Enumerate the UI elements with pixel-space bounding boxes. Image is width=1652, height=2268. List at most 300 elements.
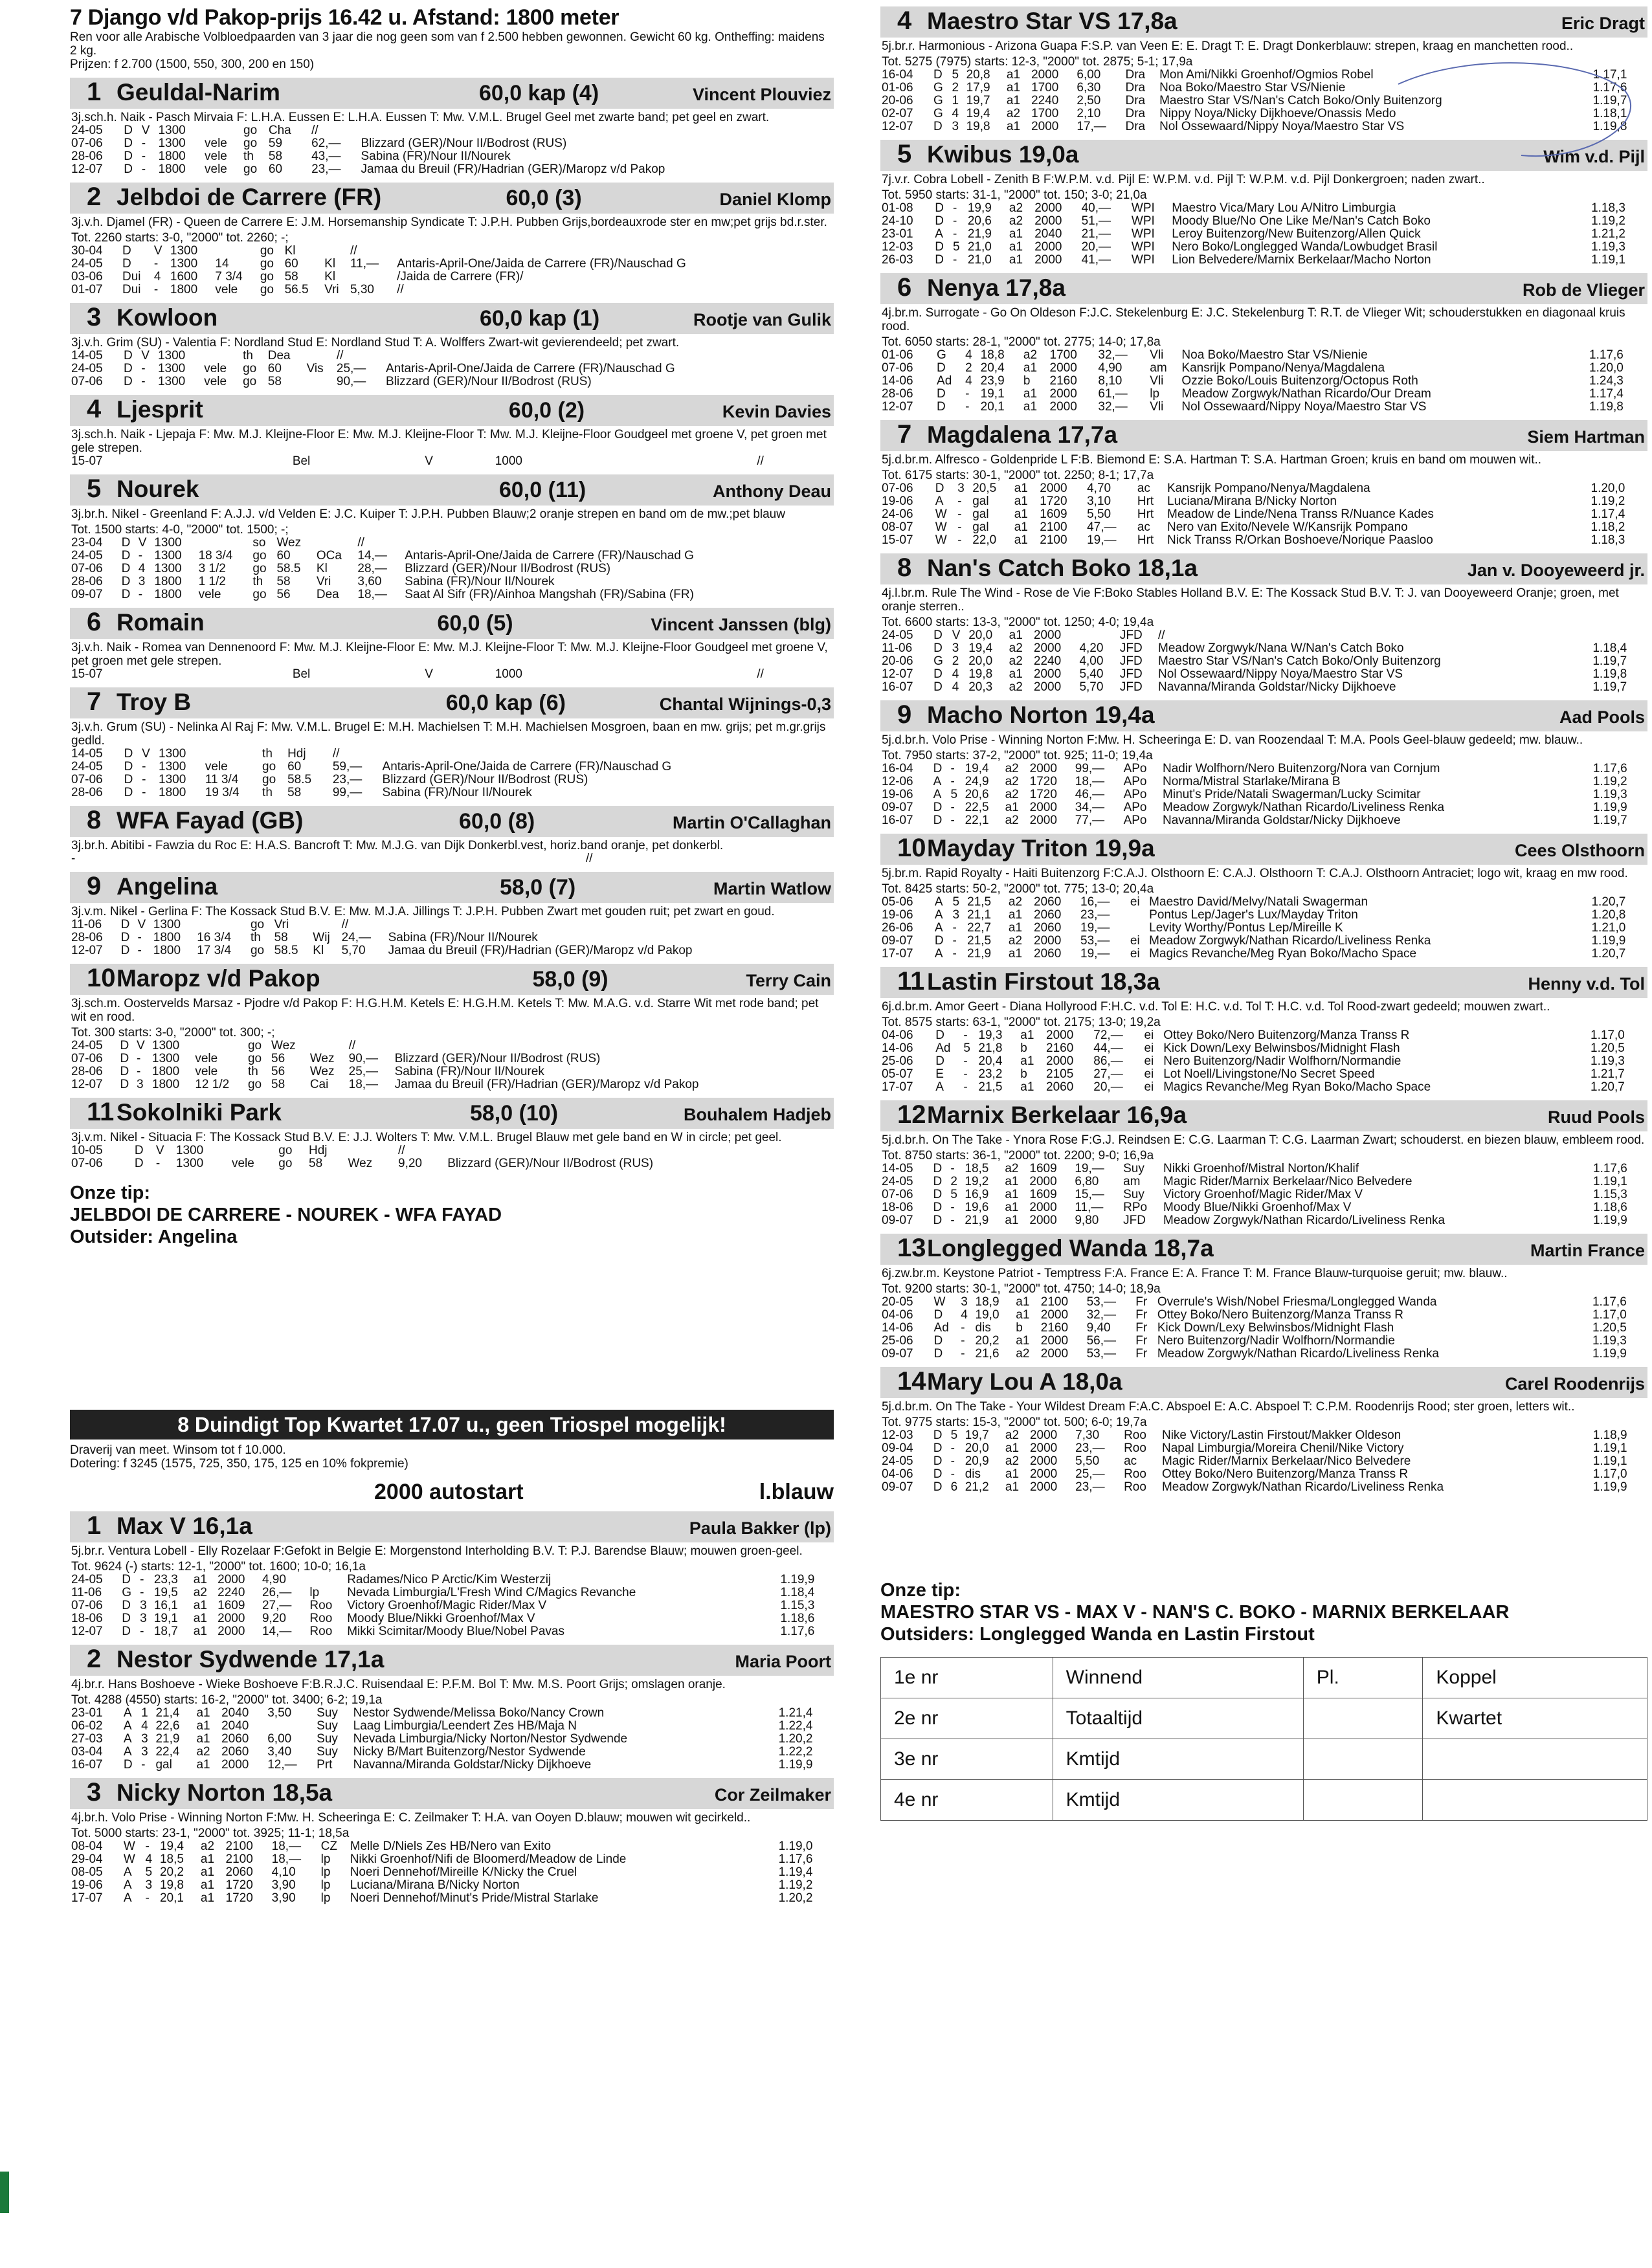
form-cell: lp xyxy=(320,1878,331,1892)
form-cell: Wez xyxy=(309,1052,335,1065)
form-cell: 07-06 xyxy=(71,137,103,150)
form-cell: A xyxy=(933,788,942,801)
form-cell: APo xyxy=(1123,788,1147,801)
form-cell: - xyxy=(137,931,142,944)
form-cell: Moody Blue/Nikki Groenhof/Max V xyxy=(347,1612,535,1625)
form-cell: Nike Victory/Lastin Firstout/Makker Oldeson xyxy=(1161,1429,1401,1442)
form-cell: 3 xyxy=(141,1732,148,1746)
form-cell: - xyxy=(950,775,955,788)
form-cell: 18,7 xyxy=(153,1625,178,1638)
form-cell: b xyxy=(1016,1321,1023,1335)
form-cell: 3,40 xyxy=(267,1745,292,1759)
form-cell: a1 xyxy=(1009,227,1023,241)
form-cell: 19,8 xyxy=(968,667,993,681)
form-cell: Roo xyxy=(309,1599,333,1612)
jockey-name: Anthony Deau xyxy=(712,482,831,501)
race-entry xyxy=(880,1367,1647,1494)
form-cell: Napal Limburgia/Moreira Chenil/Nike Victory xyxy=(1161,1441,1404,1455)
form-cell xyxy=(306,375,335,388)
entry-number: 3 xyxy=(87,1778,102,1807)
form-cell: 1.17,0 xyxy=(1591,1028,1625,1042)
starts-summary: Tot. 6600 starts: 13-3, "2000" tot. 1250; 4-0; 19,4a xyxy=(882,616,1154,629)
form-cell: D xyxy=(934,934,944,948)
race7-outsider: Outsider: Angelina xyxy=(70,1227,238,1247)
form-cell: A xyxy=(935,495,944,508)
form-cell: 26-03 xyxy=(882,253,913,267)
form-cell: Norma/Mistral Starlake/Mirana B xyxy=(1163,775,1341,788)
form-cell: 1.19,0 xyxy=(778,1840,813,1853)
form-cell: // xyxy=(1158,628,1165,642)
form-cell xyxy=(1129,909,1148,922)
form-cell: 15-07 xyxy=(71,667,103,681)
form-cell: D xyxy=(933,1308,943,1322)
form-cell: 6,30 xyxy=(1077,81,1101,94)
form-cell: 2000 xyxy=(1029,1429,1058,1442)
race-entry xyxy=(880,273,1647,414)
form-cell: 1300 xyxy=(151,1039,180,1052)
form-cell: 21,2 xyxy=(965,1480,989,1494)
jockey-name: Daniel Klomp xyxy=(719,190,831,209)
form-cell: 32,— xyxy=(1098,400,1128,414)
form-cell: 2000 xyxy=(221,1758,249,1772)
pedigree-text: 4j.br.h. Volo Prise - Winning Norton F:Mw. H. Scheeringa E: C. Zeilmaker T: H.A. van Ooyen D.blauw; mouwen wit gecirkeld.. xyxy=(71,1811,751,1825)
form-cell: 1300 xyxy=(154,536,182,550)
form-row xyxy=(880,935,1647,948)
form-cell: G xyxy=(933,654,943,668)
form-cell: Sabina (FR)/Nour II/Nourek xyxy=(382,786,532,799)
form-cell: - xyxy=(142,773,146,786)
form-cell: D xyxy=(933,1429,943,1442)
form-table xyxy=(70,1144,834,1170)
form-cell: Vri xyxy=(324,283,339,296)
form-cell: 25,— xyxy=(1075,1467,1105,1481)
form-cell: 2040 xyxy=(221,1706,249,1720)
form-row xyxy=(880,788,1647,801)
coupon-cell xyxy=(1303,1739,1423,1780)
form-cell: th xyxy=(243,150,254,163)
form-cell: 11-06 xyxy=(71,918,102,931)
form-cell: 2060 xyxy=(1046,1080,1074,1094)
form-cell xyxy=(688,668,705,681)
form-cell: 1720 xyxy=(1029,788,1057,801)
form-cell: 4,90 xyxy=(1098,361,1122,375)
form-cell: 11-06 xyxy=(882,641,913,655)
form-cell: Nicky B/Mart Buitenzorg/Nestor Sydwende xyxy=(353,1745,586,1759)
form-cell: // xyxy=(757,667,764,681)
form-cell: 1.19,9 xyxy=(1592,801,1627,814)
form-cell: 24-05 xyxy=(71,549,103,562)
form-cell: 2000 xyxy=(1029,801,1057,814)
form-cell: 1.19,9 xyxy=(778,1758,813,1772)
form-cell: D xyxy=(935,253,944,267)
form-cell: 24-05 xyxy=(71,1573,103,1586)
form-cell: - xyxy=(141,150,146,163)
form-cell: Kansrijk Pompano/Nenya/Magdalena xyxy=(1167,482,1370,495)
form-cell: Hdj xyxy=(309,1144,328,1157)
form-cell: 58 xyxy=(287,786,302,799)
form-cell: 07-06 xyxy=(882,482,913,495)
entry-header xyxy=(880,1100,1647,1131)
form-cell: 2000 xyxy=(1029,1454,1058,1468)
starts-summary: Tot. 4288 (4550) starts: 16-2, "2000" tot. 3400; 6-2; 19,1a xyxy=(71,1693,383,1707)
form-cell: 5,70 xyxy=(1079,680,1104,694)
form-cell: Hrt xyxy=(1137,495,1154,508)
form-cell xyxy=(1129,922,1148,935)
form-cell: Navanna/Miranda Goldstar/Nicky Dijkhoeve xyxy=(1158,680,1396,694)
form-cell: D xyxy=(933,1175,943,1188)
form-row xyxy=(880,1481,1647,1494)
form-cell: 05-07 xyxy=(882,1067,913,1081)
race-entry xyxy=(70,78,834,176)
form-cell: a1 xyxy=(1006,81,1021,94)
form-cell: gal xyxy=(972,507,989,521)
form-cell: 1.19,2 xyxy=(1591,495,1625,508)
race-entry xyxy=(70,964,834,1091)
race-entry xyxy=(880,967,1647,1094)
form-row xyxy=(880,107,1647,120)
form-table xyxy=(70,245,834,296)
form-cell xyxy=(1591,629,1647,642)
form-cell: 21,5 xyxy=(967,895,992,909)
coupon-row xyxy=(881,1698,1647,1739)
form-cell: go xyxy=(252,588,267,601)
form-cell: 3 xyxy=(952,641,959,655)
form-table xyxy=(70,668,834,681)
form-cell: Roo xyxy=(1124,1467,1146,1481)
form-cell: 47,— xyxy=(1087,520,1117,534)
form-cell: 1.19,7 xyxy=(1592,654,1627,668)
form-cell: 2 xyxy=(950,1175,957,1188)
form-cell: D xyxy=(120,1052,129,1065)
trainer-name: Wim v.d. Pijl xyxy=(1543,147,1645,166)
form-cell: D xyxy=(933,667,943,681)
form-cell: 14 xyxy=(215,257,229,271)
form-cell: V xyxy=(141,124,150,137)
form-cell: 21,0 xyxy=(967,240,992,254)
horse-name: Geuldal-Narim xyxy=(117,79,280,106)
form-cell: a1 xyxy=(196,1706,210,1720)
form-cell: 62,— xyxy=(311,137,341,150)
form-cell: 16-07 xyxy=(882,814,913,827)
form-cell: 27-03 xyxy=(71,1732,103,1746)
form-cell: a2 xyxy=(1005,788,1019,801)
race8-tip: MAESTRO STAR VS - MAX V - NAN'S C. BOKO - MARNIX BERKELAAR xyxy=(880,1602,1510,1623)
form-cell: - xyxy=(137,944,142,957)
form-cell: A xyxy=(934,908,943,922)
form-cell: D xyxy=(121,588,131,601)
form-cell: 1.21,2 xyxy=(1591,227,1625,241)
form-cell: a1 xyxy=(200,1865,215,1879)
form-cell: 1300 xyxy=(159,773,186,786)
form-cell: Fr xyxy=(1135,1295,1148,1309)
form-cell: Lion Belvedere/Marnix Berkelaar/Macho Norton xyxy=(1172,253,1431,267)
form-row xyxy=(880,1429,1647,1442)
form-cell: 20,4 xyxy=(978,1054,1003,1068)
form-cell: D xyxy=(120,944,130,957)
form-cell: 24-05 xyxy=(71,124,103,137)
form-cell: Roo xyxy=(1124,1441,1146,1455)
form-cell: D xyxy=(124,150,133,163)
form-cell: D xyxy=(124,747,133,761)
form-cell: go xyxy=(243,162,258,176)
entry-number: 8 xyxy=(897,553,912,582)
form-cell xyxy=(195,918,249,931)
form-cell: 1609 xyxy=(1029,1188,1057,1201)
form-cell: 58 xyxy=(271,1078,285,1091)
form-cell: 2000 xyxy=(218,1573,245,1586)
form-cell: WPI xyxy=(1131,253,1155,267)
form-cell: Nero Buitenzorg/Nadir Wolfhorn/Normandie xyxy=(1157,1334,1395,1348)
form-cell: 1800 xyxy=(170,283,198,296)
form-cell: 18,5 xyxy=(159,1852,184,1866)
form-cell: 9,80 xyxy=(1075,1214,1099,1227)
form-cell: Sabina (FR)/Nour II/Nourek xyxy=(405,575,555,588)
form-cell: ei xyxy=(1144,1054,1154,1068)
form-cell: 14-05 xyxy=(71,747,103,761)
form-cell: 9,40 xyxy=(1086,1321,1111,1335)
entry-number: 1 xyxy=(87,78,102,106)
form-cell: D xyxy=(933,68,943,82)
form-cell: 3 xyxy=(952,908,960,922)
jockey-name: Terry Cain xyxy=(746,971,831,990)
form-cell: 28-06 xyxy=(71,1065,103,1078)
form-cell: 53,— xyxy=(1080,934,1110,948)
form-row xyxy=(70,1866,834,1879)
starts-summary: Tot. 300 starts: 3-0, "2000" tot. 300; -; xyxy=(71,1026,275,1040)
form-row xyxy=(70,1707,834,1720)
form-cell: 1.18,6 xyxy=(780,1612,815,1625)
form-cell: 1.18,6 xyxy=(1593,1201,1627,1214)
pedigree-text: 3j.v.h. Grum (SU) - Nelinka Al Raj F: Mw. V.M.L. Brugel E: M.H. Machielsen T: M.H. Machielsen Mosgroen, baan en mw. grijs; pet m.gr.grijs gedld. xyxy=(71,720,826,748)
entry-weight: 60,0 kap (4) xyxy=(478,81,599,106)
form-cell: Jamaa du Breuil (FR)/Hadrian (GER)/Maropz v/d Pakop xyxy=(361,162,665,176)
form-cell: // xyxy=(341,918,349,931)
form-cell: 28-06 xyxy=(71,150,103,163)
form-row xyxy=(70,1879,834,1892)
form-cell: 1300 xyxy=(158,124,186,137)
form-cell: a1 xyxy=(1020,1028,1034,1042)
form-cell: Dui xyxy=(122,283,141,296)
horse-name: Magdalena 17,7a xyxy=(927,421,1118,448)
form-cell: Suy xyxy=(317,1745,338,1759)
form-cell: 16-07 xyxy=(882,680,913,694)
form-cell: 5 xyxy=(963,1041,970,1055)
form-cell: Victory Groenhof/Magic Rider/Max V xyxy=(1163,1188,1363,1201)
form-cell: vele xyxy=(198,588,221,601)
form-cell: Lot Noell/Livingstone/No Secret Speed xyxy=(1163,1067,1375,1081)
form-row xyxy=(880,495,1647,508)
form-cell xyxy=(311,918,340,931)
form-cell xyxy=(705,455,722,468)
form-cell: - xyxy=(965,400,970,414)
form-row xyxy=(70,284,834,296)
form-cell: 27,— xyxy=(262,1599,292,1612)
form-cell xyxy=(477,852,531,865)
form-cell: 04-06 xyxy=(882,1308,913,1322)
entry-header xyxy=(880,6,1647,38)
form-cell: 1300 xyxy=(154,562,182,575)
form-cell: a2 xyxy=(1008,934,1023,948)
form-cell: 1.17,1 xyxy=(1592,68,1627,82)
form-cell: Nikki Groenhof/Nifi de Bloomerd/Meadow de Linde xyxy=(350,1852,627,1866)
form-cell: 19,8 xyxy=(966,120,990,133)
form-cell: a1 xyxy=(1006,120,1021,133)
horse-name: Mary Lou A 18,0a xyxy=(927,1368,1122,1395)
form-cell: Maestro Star VS/Nan's Catch Boko/Only Buitenzorg xyxy=(1159,94,1442,107)
form-cell: 07-06 xyxy=(71,1157,103,1170)
entry-header xyxy=(70,872,834,903)
form-cell: go xyxy=(243,137,258,150)
form-cell: a1 xyxy=(1014,495,1028,508)
coupon-cell: 1e nr xyxy=(881,1658,1053,1698)
form-cell: 4 xyxy=(138,562,146,575)
form-cell: - xyxy=(965,387,970,401)
form-cell: Wez xyxy=(276,536,302,550)
form-cell: Pontus Lep/Jager's Lux/Mayday Triton xyxy=(1149,908,1358,922)
entry-number: 5 xyxy=(87,474,102,503)
form-row xyxy=(70,1720,834,1733)
form-table xyxy=(70,748,834,799)
form-cell: a1 xyxy=(200,1891,215,1905)
form-row xyxy=(70,350,834,362)
coupon-cell: Winnend xyxy=(1053,1658,1303,1698)
form-cell: 41,— xyxy=(1081,253,1111,267)
form-cell: a1 xyxy=(1023,361,1038,375)
form-cell: 21,8 xyxy=(978,1041,1003,1055)
form-cell: 19-06 xyxy=(71,1878,103,1892)
form-cell: 19,— xyxy=(1075,1162,1104,1175)
form-cell: D xyxy=(120,1078,129,1091)
race7-conditions: Ren voor alle Arabische Volbloedpaarden van 3 jaar die nog geen som van f 2.500 hebben gewonnen. Gewicht 60 kg. Ontheffing: maidens 2 kg. xyxy=(70,30,825,58)
form-cell xyxy=(308,1573,346,1586)
form-cell: G xyxy=(933,107,943,120)
form-cell: 08-05 xyxy=(71,1865,103,1879)
form-cell: a2 xyxy=(1005,762,1019,775)
form-cell: 2000 xyxy=(1033,641,1062,655)
form-cell: 1.24,3 xyxy=(1589,374,1624,388)
form-cell: vele xyxy=(215,283,238,296)
form-cell: 4,20 xyxy=(1079,641,1104,655)
form-cell: W xyxy=(123,1852,135,1866)
form-cell: D xyxy=(935,240,944,254)
form-cell: 2240 xyxy=(218,1586,245,1599)
form-cell: G xyxy=(937,348,946,362)
entry-weight: 60,0 kap (6) xyxy=(445,691,566,715)
entry-number: 10 xyxy=(897,834,926,862)
form-cell: 19,1 xyxy=(153,1612,178,1625)
form-cell: 11 3/4 xyxy=(205,773,239,786)
form-cell: A xyxy=(934,921,943,935)
form-cell: Kick Down/Lexy Belwinsbos/Midnight Flash xyxy=(1157,1321,1394,1335)
form-cell: lp xyxy=(309,1586,320,1599)
form-cell: D xyxy=(121,575,131,588)
form-cell: a1 xyxy=(193,1612,207,1625)
form-cell: D xyxy=(121,562,131,575)
form-cell: Dea xyxy=(267,349,291,362)
race-entry xyxy=(70,687,834,799)
entry-header xyxy=(880,273,1647,304)
form-cell: Navanna/Miranda Goldstar/Nicky Dijkhoeve xyxy=(353,1758,592,1772)
entry-number: 9 xyxy=(87,872,102,900)
form-row xyxy=(70,748,834,761)
form-cell: Overrule's Wish/Nobel Friesma/Longlegged Wanda xyxy=(1157,1295,1437,1309)
form-row xyxy=(70,1840,834,1853)
form-cell: Vri xyxy=(316,575,331,588)
form-cell: 1 xyxy=(952,94,959,107)
form-cell: 7,30 xyxy=(1075,1429,1100,1442)
form-row xyxy=(880,1201,1647,1214)
entry-weight: 58,0 (10) xyxy=(469,1101,559,1126)
form-cell xyxy=(403,537,834,550)
race8-conditions: Draverij van meet. Winsom tot f 10.000. xyxy=(70,1443,286,1457)
entry-number: 7 xyxy=(897,420,912,449)
form-cell: Nol Ossewaard/Nippy Noya/Maestro Star VS xyxy=(1159,120,1405,133)
form-cell: 01-08 xyxy=(882,201,913,215)
form-cell: 1.18,1 xyxy=(1592,107,1627,120)
trainer-name: Cor Zeilmaker xyxy=(714,1785,831,1805)
form-cell: a1 xyxy=(1020,1080,1034,1094)
form-cell: 2000 xyxy=(1029,1201,1057,1214)
form-row xyxy=(70,562,834,575)
form-cell: Ad xyxy=(933,1321,949,1335)
form-row xyxy=(880,1468,1647,1481)
form-cell: A xyxy=(935,1080,944,1094)
form-cell: W xyxy=(935,520,947,534)
form-cell: a1 xyxy=(1016,1334,1030,1348)
form-cell: 4,70 xyxy=(1087,482,1111,495)
form-cell: 22,5 xyxy=(965,801,989,814)
horse-name: Longlegged Wanda 18,7a xyxy=(927,1235,1214,1262)
form-row xyxy=(880,1068,1647,1081)
form-cell: 19,4 xyxy=(966,107,990,120)
form-cell: D xyxy=(933,1162,943,1175)
form-cell: - xyxy=(950,1162,955,1175)
form-cell: D xyxy=(122,1599,131,1612)
form-cell xyxy=(722,668,739,681)
form-cell: - xyxy=(950,1214,955,1227)
form-cell: Magic Rider/Marnix Berkelaar/Nico Belvedere xyxy=(1163,1175,1412,1188)
form-cell: Ottey Boko/Nero Buitenzorg/Manza Transs R xyxy=(1161,1467,1409,1481)
form-cell: 2000 xyxy=(1034,201,1062,215)
form-table xyxy=(880,1429,1647,1494)
form-row xyxy=(70,1599,834,1612)
form-cell: Hdj xyxy=(287,747,306,761)
form-cell: Meadow Zorgwyk/Nathan Ricardo/Liveliness Renka xyxy=(1163,801,1445,814)
form-cell: Noeri Dennehof/Mireille K/Nicky the Cruel xyxy=(350,1865,577,1879)
form-cell: 1.20,2 xyxy=(778,1891,813,1905)
form-cell: 1300 xyxy=(151,1052,180,1065)
form-cell: 18,— xyxy=(1075,775,1105,788)
form-cell: b xyxy=(1023,374,1031,388)
form-table xyxy=(880,762,1647,827)
form-cell: D xyxy=(935,482,944,495)
form-cell: Blizzard (GER)/Nour II/Bodrost (RUS) xyxy=(361,137,567,150)
form-cell: vele xyxy=(231,1157,254,1170)
form-cell: Mikki Scimitar/Moody Blue/Nobel Pavas xyxy=(347,1625,564,1638)
form-cell: a2 xyxy=(1006,107,1021,120)
form-cell: 1.20,0 xyxy=(1591,482,1625,495)
form-cell xyxy=(387,918,834,931)
form-cell: a2 xyxy=(1023,348,1038,362)
form-cell: 19,9 xyxy=(967,201,992,215)
form-cell: go xyxy=(250,944,265,957)
trainer-name: Eric Dragt xyxy=(1561,14,1645,33)
form-cell: go xyxy=(278,1157,293,1170)
horse-name: Kwibus 19,0a xyxy=(927,141,1079,168)
form-cell: a1 xyxy=(1023,400,1038,414)
horse-name: Max V 16,1a xyxy=(117,1513,252,1539)
form-cell: D xyxy=(120,1065,129,1078)
